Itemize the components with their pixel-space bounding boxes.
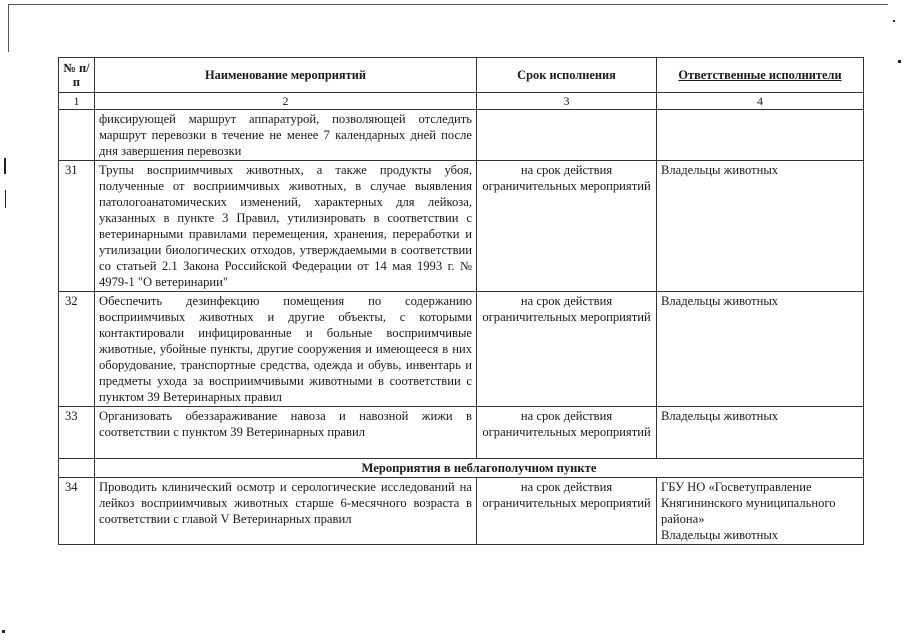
scan-mark — [2, 630, 5, 633]
scan-mark — [898, 60, 901, 63]
table-row — [59, 407, 864, 459]
row-name: Организовать обеззараживание навоза и навозной жижи в соответствии с пунктом 39 Ветеринарных правил — [95, 407, 477, 459]
scan-mark — [893, 20, 895, 22]
row-num: 32 — [59, 292, 95, 407]
responsible-owners: Владельцы животных — [661, 528, 779, 542]
row-responsible — [657, 478, 864, 545]
col-number: 2 — [95, 93, 477, 110]
section-row — [59, 459, 864, 478]
row-num — [59, 110, 95, 161]
row-name: фиксирующей маршрут аппаратурой, позволяющей отследить маршрут перевозки в течение не менее 7 календарных дней после дня завершения перевозки — [95, 110, 477, 161]
section-empty-cell — [59, 459, 95, 478]
col-number: 3 — [477, 93, 657, 110]
table-row — [59, 161, 864, 292]
scan-mark — [5, 190, 6, 208]
header-deadline: Срок исполнения — [477, 58, 657, 93]
header-row — [59, 58, 864, 93]
row-name: Трупы восприимчивых животных, а также продукты убоя, полученные от восприимчивых животных, в случае выявления патологоанатомических изменений, характерных для лейкоза, указанных в пункте 3 Правил, утилизировать в соответствии с ветеринарными правилами перемещения, хранения, переработки и утилизации биологических отходов, утверждаемыми в соответствии со статьей 2.1 Закона Российской Федерации от 14 мая 1993 г. № 4979-1 "О ветеринарии" — [95, 161, 477, 292]
table-row — [59, 478, 864, 545]
row-deadline: на срок действия ограничительных мероприятий — [477, 478, 657, 545]
col-number: 1 — [59, 93, 95, 110]
row-deadline: на срок действия ограничительных мероприятий — [477, 161, 657, 292]
row-deadline: на срок действия ограничительных мероприятий — [477, 407, 657, 459]
row-name: Обеспечить дезинфекцию помещения по содержанию восприимчивых животных и другие объекты, с которыми контактировали инфицированные и больные восприимчивые животные, убойные пункты, другие сооружения и имеющееся в них оборудование, транспортные средства, одежда и обувь, инвентарь и предметы ухода за восприимчивыми животными в соответствии с пунктом 39 Ветеринарных правил — [95, 292, 477, 407]
measures-table — [58, 57, 864, 545]
row-responsible: Владельцы животных — [657, 407, 864, 459]
row-responsible: Владельцы животных — [657, 292, 864, 407]
column-numbers-row — [59, 93, 864, 110]
responsible-org: ГБУ НО «Госветуправление Княгининского муниципального района» — [661, 480, 836, 526]
page-border-top — [8, 4, 888, 5]
col-number: 4 — [657, 93, 864, 110]
section-title: Мероприятия в неблагополучном пункте — [95, 459, 864, 478]
row-responsible: Владельцы животных — [657, 161, 864, 292]
row-deadline: на срок действия ограничительных мероприятий — [477, 292, 657, 407]
table-row — [59, 292, 864, 407]
row-num: 34 — [59, 478, 95, 545]
row-responsible — [657, 110, 864, 161]
scan-mark — [4, 158, 6, 174]
header-responsible: Ответственные исполнители — [657, 58, 864, 93]
table-row — [59, 110, 864, 161]
page-border-left — [8, 4, 9, 52]
header-name: Наименование мероприятий — [95, 58, 477, 93]
row-name: Проводить клинический осмотр и серологические исследований на лейкоз восприимчивых животных старше 6-месячного возраста в соответствии с главой V Ветеринарных правил — [95, 478, 477, 545]
row-num: 33 — [59, 407, 95, 459]
row-deadline — [477, 110, 657, 161]
row-num: 31 — [59, 161, 95, 292]
header-num: № п/п — [59, 58, 95, 93]
